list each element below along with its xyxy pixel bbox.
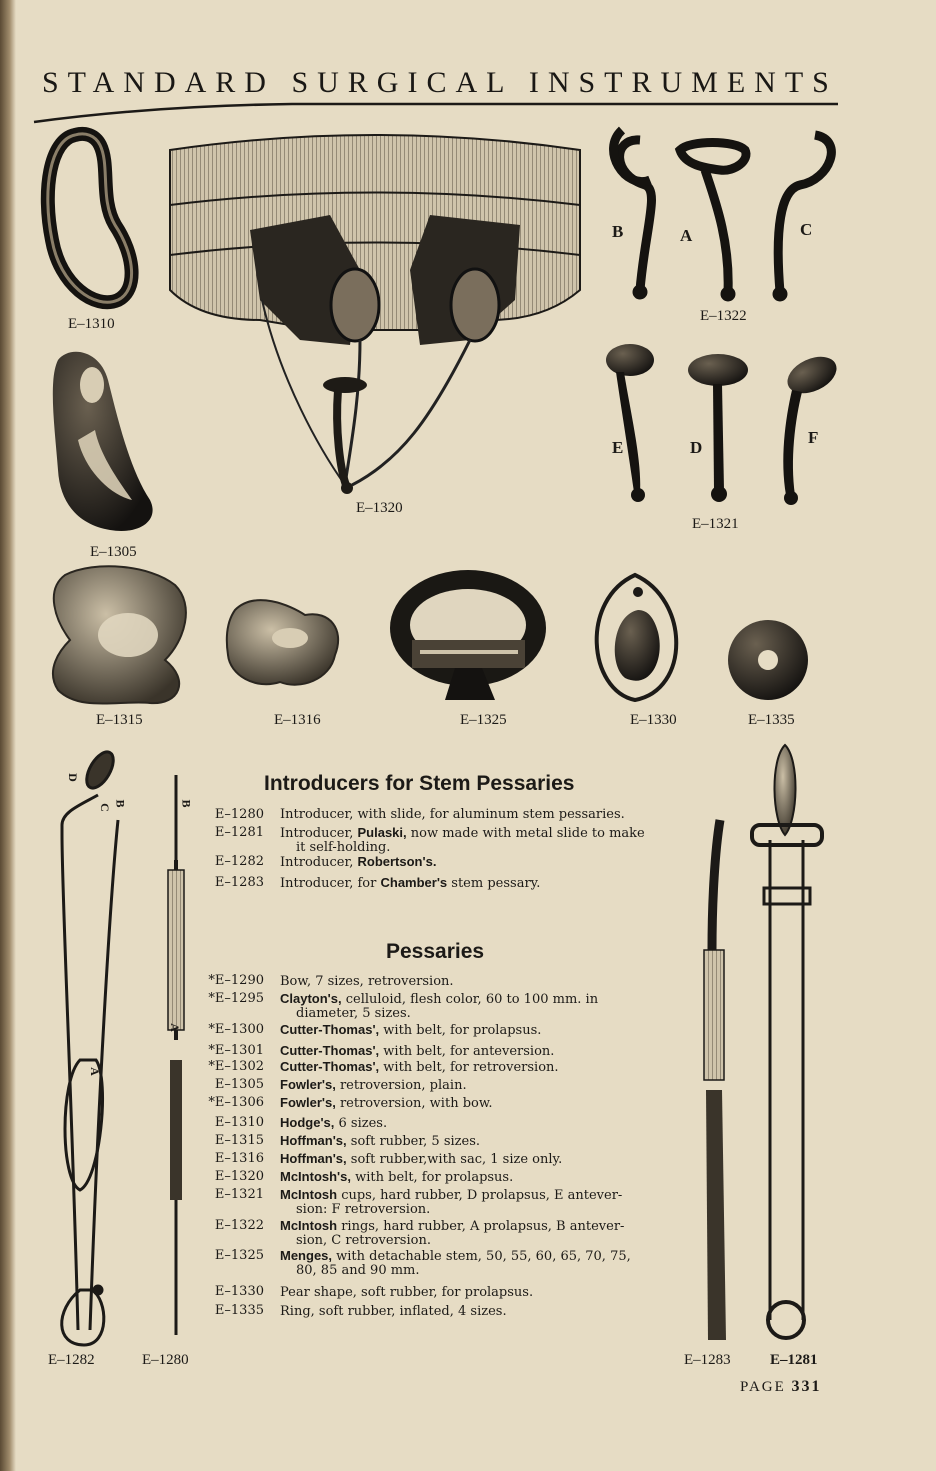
catalog-entry: *E–1300 Cutter-Thomas', with belt, for prolapsus. xyxy=(208,1022,542,1038)
label-e1335: E–1335 xyxy=(748,712,795,728)
letter-e: E xyxy=(612,438,624,457)
catalog-entry: *E–1306 Fowler's, retroversion, with bow. xyxy=(208,1095,493,1111)
catalog-entry: E–1283 Introducer, for Chamber's stem pessary. xyxy=(214,875,541,891)
page-title: STANDARD SURGICAL INSTRUMENTS xyxy=(42,66,838,99)
catalog-entry: E–1305 Fowler's, retroversion, plain. xyxy=(214,1077,467,1093)
label-e1315: E–1315 xyxy=(96,712,143,728)
label-e1325: E–1325 xyxy=(460,712,507,728)
catalog-entry: E–1315 Hoffman's, soft rubber, 5 sizes. xyxy=(214,1133,481,1149)
fowler-pessary-e1305 xyxy=(53,352,153,531)
hoffman-sac-pessary-e1316 xyxy=(227,600,338,685)
catalog-entry: *E–1295 Clayton's, celluloid, flesh color, 60 to 100 mm. in diameter, 5 sizes. xyxy=(208,991,599,1021)
letter-d: D xyxy=(690,438,703,457)
label-e1316: E–1316 xyxy=(274,712,321,728)
label-e1305: E–1305 xyxy=(90,544,137,560)
introducer-letter-b2: B xyxy=(179,799,194,808)
label-e1310: E–1310 xyxy=(68,316,115,332)
introducer-letter-a: A xyxy=(87,1067,102,1076)
catalog-entry: E–1282 Introducer, Robertson's. xyxy=(214,854,437,870)
introducers-heading: Introducers for Stem Pessaries xyxy=(264,772,575,795)
pulaski-introducer-e1281 xyxy=(752,745,822,1338)
hoffman-pessary-e1315 xyxy=(53,566,186,703)
introducer-letter-a2: A xyxy=(167,1023,182,1032)
catalog-entry: E–1335 Ring, soft rubber, inflated, 4 sizes. xyxy=(214,1303,507,1319)
introducer-letter-b: B xyxy=(113,799,128,808)
mcintosh-belt-e1320 xyxy=(170,135,580,494)
introducer-letter-c: C xyxy=(97,803,112,812)
letter-a: A xyxy=(680,226,693,245)
catalog-entry: E–1322 McIntosh rings, hard rubber, A prolapsus, B antever- sion, C retroversion. xyxy=(214,1218,625,1248)
label-e1322: E–1322 xyxy=(700,308,747,324)
catalog-entry: E–1316 Hoffman's, soft rubber,with sac, 1 size only. xyxy=(214,1151,563,1167)
label-e1280: E–1280 xyxy=(142,1352,189,1368)
catalog-entry: E–1320 McIntosh's, with belt, for prolapsus. xyxy=(214,1169,514,1185)
catalog-entry: *E–1301 Cutter-Thomas', with belt, for anteversion. xyxy=(208,1043,555,1059)
ring-pessary-e1335 xyxy=(728,620,808,700)
label-e1281: E–1281 xyxy=(770,1352,818,1368)
catalog-entry: E–1330 Pear shape, soft rubber, for prolapsus. xyxy=(214,1284,534,1300)
letter-c: C xyxy=(800,220,813,239)
menges-pessary-e1325 xyxy=(390,570,546,700)
introducer-e1280 xyxy=(168,775,184,1335)
catalog-entry: E–1281 Introducer, Pulaski, now made with metal slide to make it self-holding. xyxy=(214,825,645,855)
catalog-entry: E–1321 McIntosh cups, hard rubber, D prolapsus, E antever- sion: F retroversion. xyxy=(214,1187,623,1217)
catalog-entry: *E–1302 Cutter-Thomas', with belt, for retroversion. xyxy=(208,1059,559,1075)
label-e1283: E–1283 xyxy=(684,1352,731,1368)
catalog-entry: *E–1290 Bow, 7 sizes, retroversion. xyxy=(208,973,454,989)
mcintosh-rings-e1322 xyxy=(614,130,832,301)
pear-pessary-e1330 xyxy=(597,575,677,700)
catalog-entry: E–1325 Menges, with detachable stem, 50, 55, 60, 65, 70, 75, 80, 85 and 90 mm. xyxy=(214,1248,631,1278)
label-e1282: E–1282 xyxy=(48,1352,95,1368)
chamber-introducer-e1283 xyxy=(704,820,726,1340)
hodge-pessary-e1310 xyxy=(48,134,132,302)
robertson-introducer-e1282 xyxy=(62,748,119,1345)
label-e1320: E–1320 xyxy=(356,500,403,516)
mcintosh-cups-e1321 xyxy=(606,344,842,505)
label-e1321: E–1321 xyxy=(692,516,739,532)
catalog-entry: E–1310 Hodge's, 6 sizes. xyxy=(214,1115,388,1131)
letter-f: F xyxy=(808,428,819,447)
catalog-entry: E–1280 Introducer, with slide, for aluminum stem pessaries. xyxy=(214,807,625,822)
letter-b: B xyxy=(612,222,624,241)
label-e1330: E–1330 xyxy=(630,712,677,728)
introducer-letter-d: D xyxy=(65,773,80,782)
pessaries-heading: Pessaries xyxy=(386,940,485,963)
page-number: PAGE 331 xyxy=(740,1378,822,1395)
